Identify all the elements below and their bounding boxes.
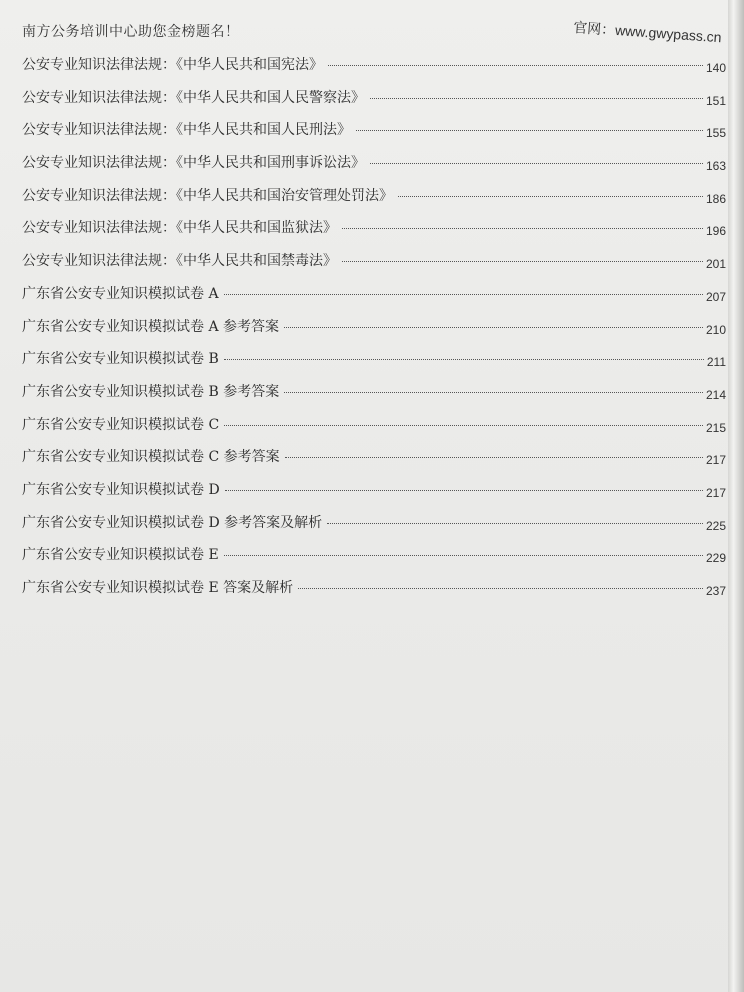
toc-entry-title: 公安专业知识法律法规：《中华人民共和国治安管理处罚法》 — [22, 187, 393, 204]
toc-entry — [22, 544, 726, 577]
toc-dot-leader — [224, 555, 703, 556]
toc-entry-page: 151 — [705, 93, 726, 108]
toc-entry — [22, 348, 726, 381]
toc-dot-leader — [356, 130, 703, 131]
toc-entry-page: 210 — [705, 322, 726, 337]
toc-entry-title: 广东省公安专业知识模拟试卷 C 参考答案 — [22, 449, 280, 466]
toc-entry-page: 140 — [705, 61, 726, 75]
toc-dot-leader — [298, 588, 703, 589]
toc-entry — [22, 152, 726, 185]
toc-dot-leader — [225, 490, 703, 491]
toc-entry-page: 155 — [705, 126, 726, 141]
toc-entry-title: 广东省公安专业知识模拟试卷 D 参考答案及解析 — [22, 514, 323, 531]
toc-entry-title: 公安专业知识法律法规：《中华人民共和国人民警察法》 — [22, 89, 365, 106]
toc-entry-page: 225 — [705, 518, 726, 533]
toc-entry-title: 广东省公安专业知识模拟试卷 E — [22, 547, 219, 564]
toc-entry — [22, 119, 726, 152]
toc-entry-title: 广东省公安专业知识模拟试卷 B 参考答案 — [22, 383, 280, 400]
toc-entry — [22, 87, 726, 120]
toc-entry-page: 217 — [705, 453, 726, 468]
toc-entry-page: 229 — [705, 551, 726, 566]
toc-dot-leader — [285, 457, 703, 458]
page-edge — [728, 0, 744, 992]
toc-dot-leader — [328, 65, 703, 66]
toc-entry-page: 207 — [705, 289, 726, 304]
toc-entry-title: 公安专业知识法律法规：《中华人民共和国监狱法》 — [22, 220, 337, 237]
toc-dot-leader — [224, 425, 703, 426]
toc-entry-title: 广东省公安专业知识模拟试卷 C — [22, 416, 220, 433]
toc-entry — [22, 283, 726, 316]
toc-entry-page: 215 — [705, 420, 726, 435]
toc-entry-page: 211 — [706, 355, 726, 370]
toc-entry-page: 237 — [705, 584, 726, 598]
header-slogan: 南方公务培训中心助您金榜题名！ — [22, 24, 240, 40]
toc-entry-page: 186 — [705, 191, 726, 206]
toc-dot-leader — [284, 392, 703, 393]
toc-entry — [22, 512, 726, 545]
toc-dot-leader — [224, 359, 704, 360]
toc-dot-leader — [327, 523, 703, 524]
toc-entry-page: 196 — [705, 224, 726, 239]
toc-entry-title: 广东省公安专业知识模拟试卷 A 参考答案 — [22, 318, 280, 335]
toc-entry — [22, 414, 726, 447]
toc-entry — [22, 479, 726, 512]
toc-entry — [22, 185, 726, 218]
toc-entry-title: 公安专业知识法律法规：《中华人民共和国人民刑法》 — [22, 122, 351, 139]
toc-entry-title: 广东省公安专业知识模拟试卷 E 答案及解析 — [22, 580, 294, 596]
toc-entry — [22, 217, 726, 250]
toc-entry-page: 217 — [705, 485, 726, 500]
toc-entry — [22, 316, 726, 349]
toc-dot-leader — [224, 294, 703, 295]
toc-dot-leader — [370, 98, 703, 99]
toc-entry-page: 163 — [705, 159, 726, 174]
toc-entry-title: 广东省公安专业知识模拟试卷 A — [22, 285, 219, 302]
toc-dot-leader — [370, 163, 703, 164]
toc-dot-leader — [398, 196, 703, 197]
toc-entry-title: 公安专业知识法律法规：《中华人民共和国刑事诉讼法》 — [22, 155, 365, 172]
toc-entry — [22, 381, 726, 414]
toc-dot-leader — [284, 327, 703, 328]
toc-entry-title: 广东省公安专业知识模拟试卷 D — [22, 481, 220, 498]
toc-entry-title: 公安专业知识法律法规：《中华人民共和国禁毒法》 — [22, 253, 337, 270]
table-of-contents — [22, 54, 726, 610]
toc-entry-page: 201 — [705, 257, 726, 272]
toc-dot-leader — [342, 228, 703, 229]
header-website: 官网：www.gwypass.cn — [572, 18, 723, 46]
toc-entry-title: 公安专业知识法律法规：《中华人民共和国宪法》 — [22, 57, 323, 73]
toc-entry — [22, 446, 726, 479]
toc-entry-title: 广东省公安专业知识模拟试卷 B — [22, 351, 219, 368]
toc-entry — [22, 250, 726, 283]
toc-entry — [22, 577, 726, 610]
toc-entry — [22, 54, 726, 87]
toc-dot-leader — [342, 261, 703, 262]
toc-entry-page: 214 — [705, 387, 726, 402]
